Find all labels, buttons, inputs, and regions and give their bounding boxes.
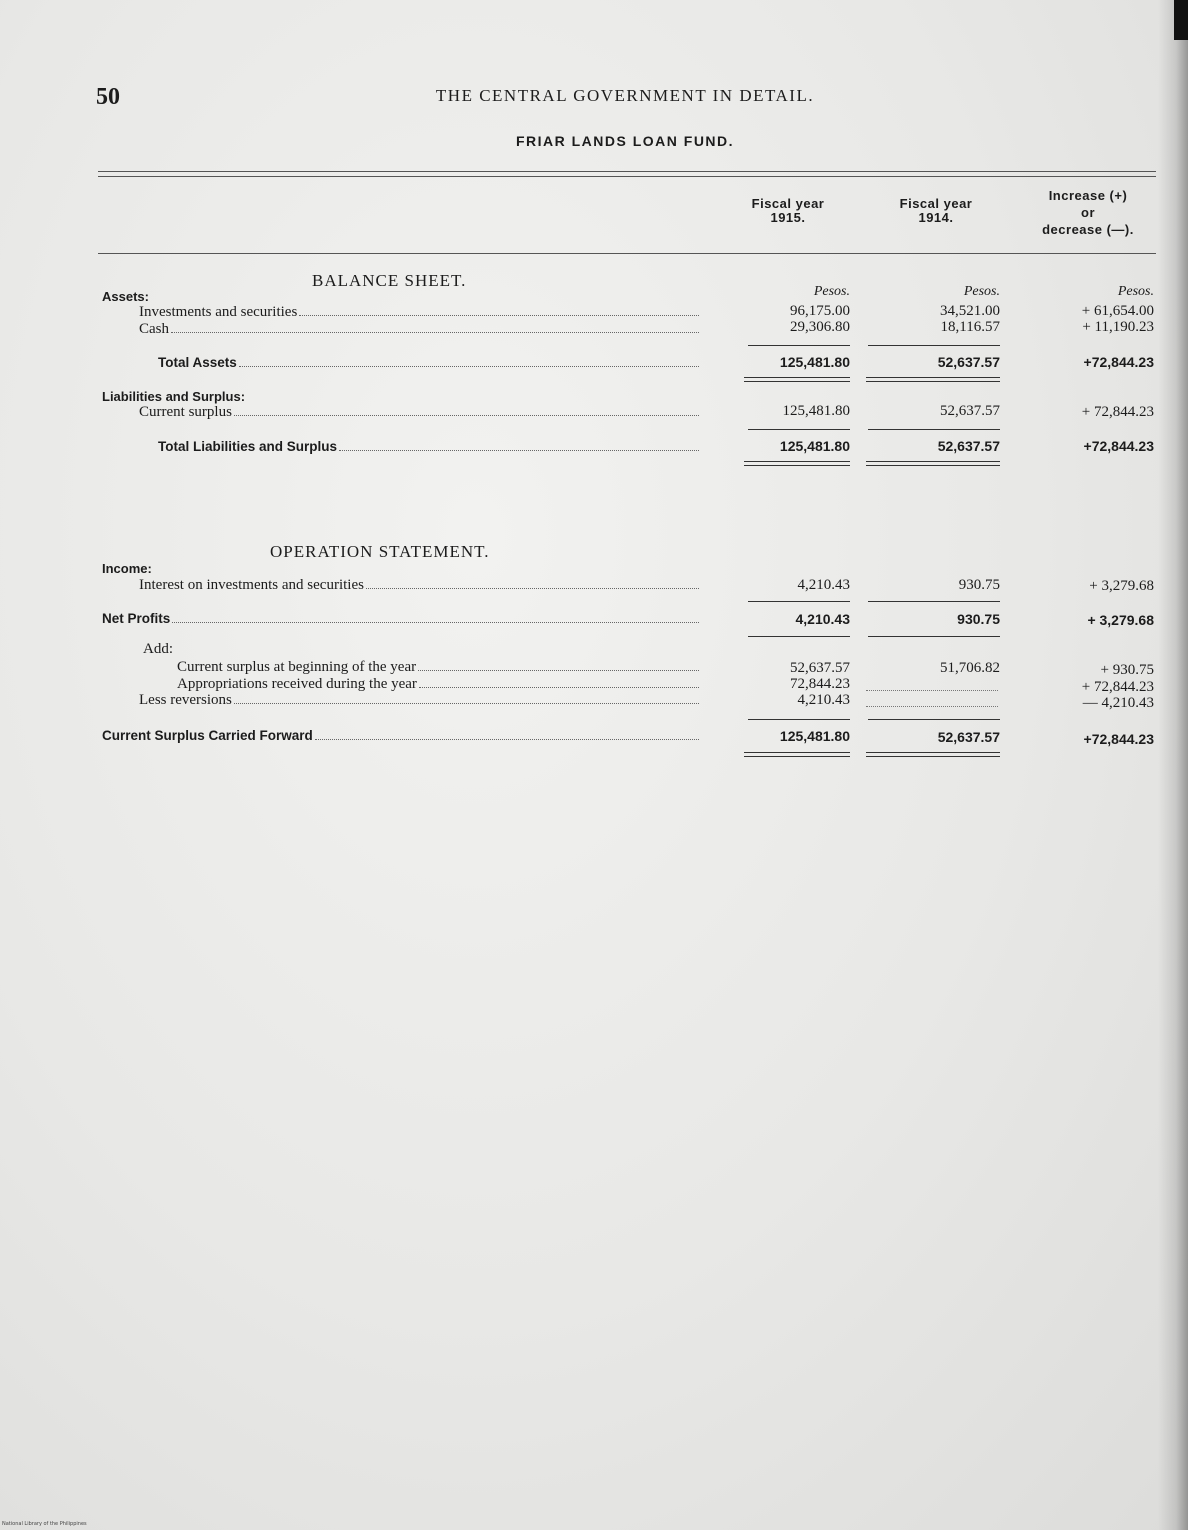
double-rule [744, 377, 850, 382]
header-rule-top [98, 171, 1156, 172]
row-net-profits-label [102, 611, 699, 626]
row-surplus-beginning-fy1915: 52,637.57 [790, 660, 850, 676]
row-interest-text: Interest on investments and securities [139, 577, 364, 593]
row-reversions-fy1914-blank [866, 704, 998, 707]
sum-line [868, 345, 1000, 346]
operation-statement-title: OPERATION STATEMENT. [270, 542, 490, 561]
row-carried-forward-fy1915: 125,481.80 [779, 728, 850, 744]
row-total-liabilities-fy1915: 125,481.80 [779, 438, 850, 454]
header-rule-bottom [98, 253, 1156, 254]
scan-corner-mark [1174, 0, 1188, 40]
column-header-fy1914-line1: Fiscal year [899, 196, 973, 211]
row-net-profits-fy1915: 4,210.43 [795, 611, 850, 627]
sum-line [868, 719, 1000, 720]
column-header-fy1915-line2: 1915. [770, 210, 806, 225]
assets-label: Assets: [102, 289, 149, 304]
row-net-profits-text: Net Profits [102, 611, 171, 626]
column-header-fy1914-line2: 1914. [918, 210, 954, 225]
row-current-surplus-label [139, 404, 699, 421]
column-header-change-line3: decrease (—). [1042, 222, 1134, 237]
sum-line [748, 601, 850, 602]
row-appropriations-change: + 72,844.23 [1081, 679, 1154, 695]
leader-dots [299, 313, 699, 316]
row-reversions-text: Less reversions [139, 692, 232, 708]
row-surplus-beginning-label [177, 659, 699, 676]
row-carried-forward-fy1914: 52,637.57 [937, 729, 1000, 745]
double-rule [866, 461, 1000, 466]
row-carried-forward-label [102, 728, 699, 743]
leader-dots [315, 737, 699, 740]
double-rule [866, 752, 1000, 757]
leader-dots [234, 413, 699, 416]
footer-credit: National Library of the Philippines [2, 1521, 87, 1527]
add-label-text: Add: [143, 641, 173, 657]
leader-dots [239, 364, 699, 367]
unit-fy1914: Pesos. [963, 284, 1000, 299]
leader-dots [339, 448, 699, 451]
column-header-fy1914 [878, 197, 994, 225]
sum-line [748, 429, 850, 430]
sum-line [748, 636, 850, 637]
row-total-liabilities-text: Total Liabilities and Surplus [158, 439, 338, 454]
row-cash-text: Cash [139, 321, 169, 337]
row-net-profits-change: + 3,279.68 [1087, 612, 1154, 628]
row-total-assets-text: Total Assets [158, 355, 237, 370]
row-total-liabilities-change: +72,844.23 [1083, 438, 1154, 454]
row-surplus-beginning-change: + 930.75 [1100, 662, 1154, 678]
row-interest-change: + 3,279.68 [1089, 578, 1154, 594]
row-surplus-beginning-fy1914: 51,706.82 [940, 660, 1000, 676]
row-carried-forward-change: +72,844.23 [1083, 731, 1154, 747]
income-label: Income: [102, 561, 152, 576]
row-investments-change: + 61,654.00 [1081, 303, 1154, 319]
row-investments-text: Investments and securities [139, 304, 298, 320]
row-reversions-change: — 4,210.43 [1082, 695, 1154, 711]
double-rule [744, 752, 850, 757]
row-total-assets-change: +72,844.23 [1083, 354, 1154, 370]
leader-dots [418, 668, 699, 671]
row-reversions-fy1915: 4,210.43 [797, 692, 850, 708]
row-total-assets-fy1915: 125,481.80 [779, 354, 850, 370]
row-cash-label [139, 321, 699, 338]
row-investments-label [139, 304, 699, 321]
balance-sheet-title: BALANCE SHEET. [312, 271, 467, 290]
leader-dots [171, 330, 699, 333]
row-net-profits-fy1914: 930.75 [957, 611, 1000, 627]
liabilities-label: Liabilities and Surplus: [102, 389, 246, 404]
column-header-fy1915 [730, 197, 846, 225]
column-header-fy1915-line1: Fiscal year [751, 196, 825, 211]
column-header-change-line2: or [1081, 205, 1095, 220]
row-cash-change: + 11,190.23 [1082, 319, 1154, 335]
header-rule-top-2 [98, 176, 1156, 177]
row-cash-fy1914: 18,116.57 [940, 319, 1000, 335]
row-investments-fy1914: 34,521.00 [940, 303, 1000, 319]
row-carried-forward-text: Current Surplus Carried Forward [102, 728, 313, 743]
running-head: THE CENTRAL GOVERNMENT IN DETAIL. [435, 86, 815, 105]
row-current-surplus-change: + 72,844.23 [1081, 404, 1154, 420]
sum-line [868, 636, 1000, 637]
row-surplus-beginning-text: Current surplus at beginning of the year [177, 659, 417, 675]
column-header-change-line1: Increase (+) [1048, 188, 1128, 203]
row-current-surplus-fy1914: 52,637.57 [940, 403, 1000, 419]
row-appropriations-text: Appropriations received during the year [177, 676, 417, 692]
sum-line [868, 429, 1000, 430]
sum-line [748, 345, 850, 346]
unit-fy1915: Pesos. [813, 284, 850, 299]
row-total-assets-label [158, 355, 699, 370]
column-header-change [1020, 187, 1156, 238]
row-interest-label [139, 577, 699, 594]
row-total-liabilities-label [158, 439, 699, 454]
row-cash-fy1915: 29,306.80 [790, 319, 850, 335]
add-label [143, 641, 173, 658]
leader-dots [172, 620, 699, 623]
page-edge-shadow [1158, 0, 1188, 1530]
row-reversions-label [139, 692, 699, 709]
leader-dots [234, 701, 699, 704]
row-appropriations-fy1914-blank [866, 688, 998, 691]
double-rule [866, 377, 1000, 382]
sum-line [868, 601, 1000, 602]
row-total-assets-fy1914: 52,637.57 [937, 354, 1000, 370]
row-current-surplus-fy1915: 125,481.80 [782, 403, 850, 419]
page-number: 50 [96, 84, 120, 110]
double-rule [744, 461, 850, 466]
row-appropriations-label [177, 676, 699, 693]
row-appropriations-fy1915: 72,844.23 [790, 676, 850, 692]
fund-title: FRIAR LANDS LOAN FUND. [515, 133, 735, 149]
row-interest-fy1915: 4,210.43 [797, 577, 850, 593]
row-interest-fy1914: 930.75 [958, 577, 1000, 593]
row-current-surplus-text: Current surplus [139, 404, 232, 420]
leader-dots [366, 586, 699, 589]
row-investments-fy1915: 96,175.00 [790, 303, 850, 319]
leader-dots [419, 685, 699, 688]
sum-line [748, 719, 850, 720]
row-total-liabilities-fy1914: 52,637.57 [937, 438, 1000, 454]
unit-change: Pesos. [1117, 284, 1154, 299]
